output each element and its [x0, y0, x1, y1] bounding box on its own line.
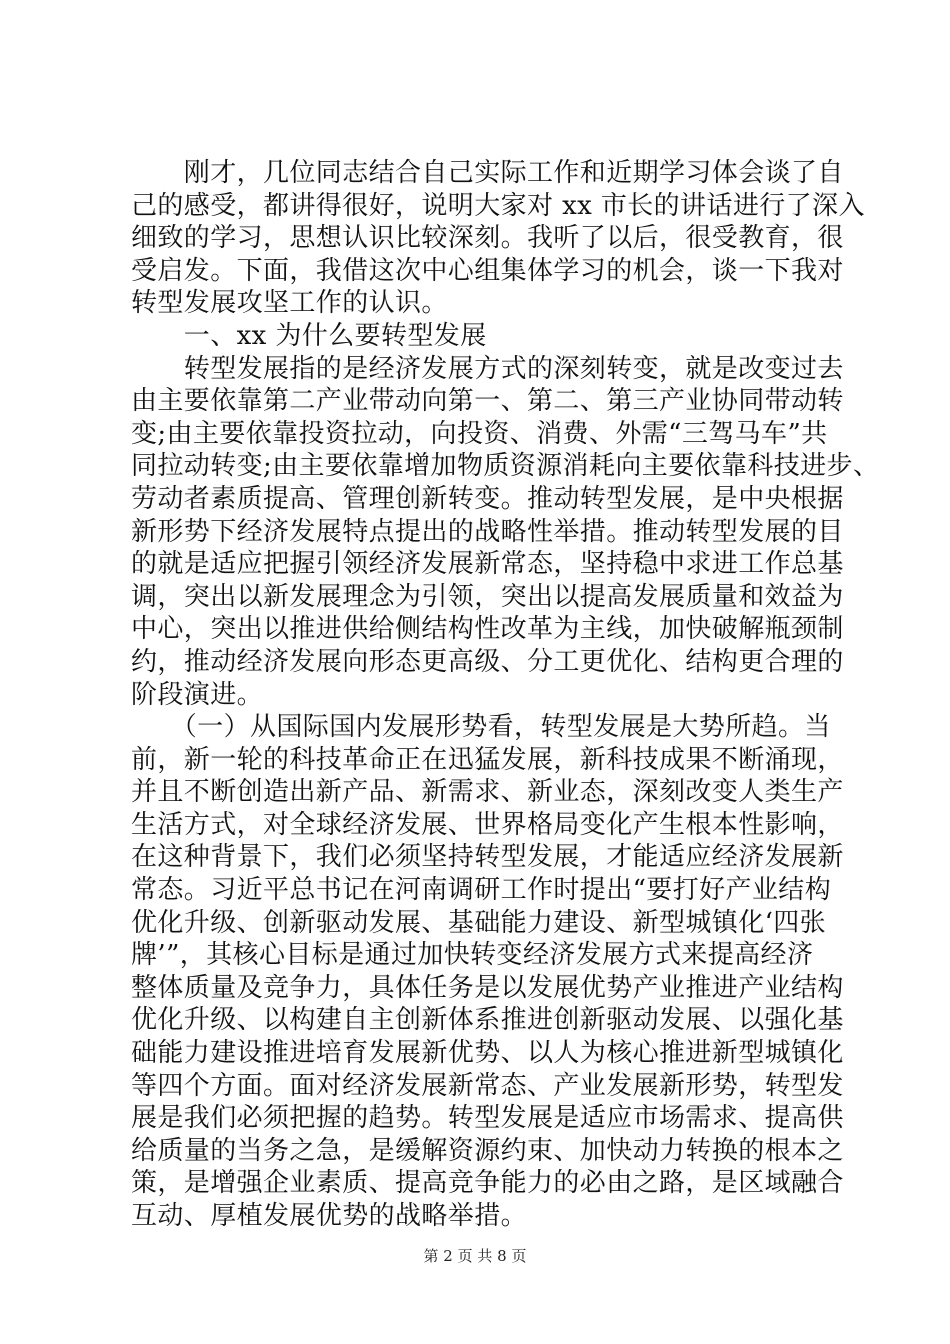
text-line: 策，是增强企业素质、提高竞争能力的必由之路，是区域融合 — [131, 1168, 844, 1199]
text-line: 前，新一轮的科技革命正在迅猛发展，新科技成果不断涌现， — [131, 744, 844, 775]
text-line: 中心，突出以推进供给侧结构性改革为主线，加快破解瓶颈制 — [131, 614, 844, 645]
text-line: 变;由主要依靠投资拉动，向投资、消费、外需“三驾马车”共 — [131, 418, 828, 449]
text-line: 在这种背景下，我们必须坚持转型发展，才能适应经济发展新 — [131, 842, 844, 873]
text-line: 的就是适应把握引领经济发展新常态，坚持稳中求进工作总基 — [131, 549, 844, 580]
text-line: 互动、厚植发展优势的战略举措。 — [131, 1201, 528, 1231]
text-line: 优化升级、创新驱动发展、基础能力建设、新型城镇化‘四张 — [131, 907, 827, 938]
text-line: 受启发。下面，我借这次中心组集体学习的机会，谈一下我对 — [131, 255, 844, 286]
text-line: 整体质量及竞争力，具体任务是以发展优势产业推进产业结构 — [131, 972, 844, 1003]
text-line: 劳动者素质提高、管理创新转变。推动转型发展，是中央根据 — [131, 483, 844, 514]
text-line: 新形势下经济发展特点提出的战略性举措。推动转型发展的目 — [131, 516, 844, 547]
text-line: 础能力建设推进培育发展新优势、以人为核心推进新型城镇化 — [131, 1038, 844, 1069]
section-heading: 一、xx 为什么要转型发展 — [131, 320, 487, 351]
text-line: 细致的学习，思想认识比较深刻。我听了以后，很受教育，很 — [131, 223, 844, 254]
text-line: （一）从国际国内发展形势看，转型发展是大势所趋。当 — [131, 712, 831, 743]
body-text — [131, 157, 880, 1233]
text-line: 生活方式，对全球经济发展、世界格局变化产生根本性影响， — [131, 809, 844, 840]
page-number-footer: 第 2 页 共 8 页 — [423, 1247, 527, 1265]
text-line: 转型发展指的是经济发展方式的深刻转变，就是改变过去 — [131, 353, 844, 384]
text-line: 刚才，几位同志结合自己实际工作和近期学习体会谈了自 — [131, 158, 844, 188]
text-line: 常态。习近平总书记在河南调研工作时提出“要打好产业结构 — [131, 875, 832, 906]
text-line: 牌’”，其核心目标是通过加快转变经济发展方式来提高经济 — [131, 940, 814, 971]
text-line: 给质量的当务之急，是缓解资源约束、加快动力转换的根本之 — [131, 1135, 844, 1166]
text-line: 约，推动经济发展向形态更高级、分工更优化、结构更合理的 — [131, 646, 844, 677]
text-line: 同拉动转变;由主要依靠增加物质资源消耗向主要依靠科技进步、 — [131, 451, 880, 482]
text-line: 并且不断创造出新产品、新需求、新业态，深刻改变人类生产 — [131, 777, 844, 808]
text-line: 优化升级、以构建自主创新体系推进创新驱动发展、以强化基 — [131, 1005, 844, 1036]
text-line: 由主要依靠第二产业带动向第一、第二、第三产业协同带动转 — [131, 386, 844, 417]
text-line: 己的感受，都讲得很好，说明大家对 xx 市长的讲话进行了深入 — [131, 190, 865, 221]
text-line: 等四个方面。面对经济发展新常态、产业发展新形势，转型发 — [131, 1070, 844, 1101]
text-line: 调，突出以新发展理念为引领，突出以提高发展质量和效益为 — [131, 581, 844, 612]
text-line: 转型发展攻坚工作的认识。 — [131, 288, 448, 319]
text-line: 展是我们必须把握的趋势。转型发展是适应市场需求、提高供 — [131, 1103, 844, 1134]
text-line: 阶段演进。 — [131, 679, 264, 710]
